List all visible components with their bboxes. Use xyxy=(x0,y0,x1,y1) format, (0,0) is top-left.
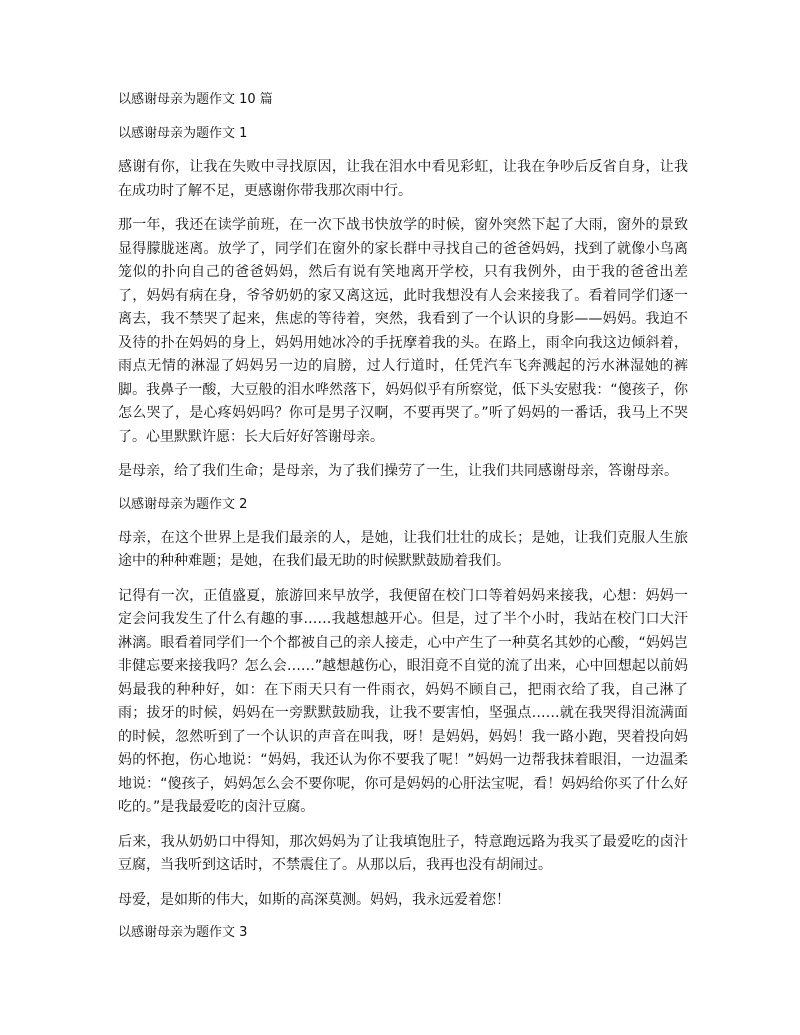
paragraph: 那一年，我还在读学前班，在一次下战书快放学的时候，窗外突然下起了大雨，窗外的景致显得朦胧迷离。放学了，同学们在窗外的家长群中寻找自己的爸爸妈妈，找到了就像小鸟离笼似的扑向自己的爸爸妈妈，然后有说有笑地离开学校，只有我例外，由于我的爸爸出差了，妈妈有病在身，爷爷奶奶的家又离这远，此时我想没有人会来接我了。看着同学们逐一离去，我不禁哭了起来，焦虑的等待着，突然，我看到了一个认识的身影——妈妈。我迫不及待的扑在妈妈的身上，妈妈用她冰冷的手抚摩着我的头。在路上，雨伞向我这边倾斜着，雨点无情的淋湿了妈妈另一边的肩膀，过人行道时，任凭汽车飞奔溅起的污水淋湿她的裤脚。我鼻子一酸，大豆般的泪水哗然落下，妈妈似乎有所察觉，低下头安慰我：“傻孩子，你怎么哭了，是心疼妈妈吗？你可是男子汉啊，不要再哭了。”听了妈妈的一番话，我马上不哭了。心里默默许愿：长大后好好答谢母亲。 xyxy=(118,217,688,445)
essay-heading: 以感谢母亲为题作文 2 xyxy=(118,496,248,512)
essay-heading: 以感谢母亲为题作文 1 xyxy=(118,126,248,141)
essay-3 xyxy=(118,923,688,943)
document-title: 以感谢母亲为题作文 10 篇 xyxy=(118,92,273,107)
paragraph: 记得有一次，正值盛夏，旅游回来早放学，我便留在校门口等着妈妈来接我，心想：妈妈一定会问我发生了什么有趣的事……我越想越开心。但是，过了半个小时，我站在校门口大汗淋漓。眼看着同学们一个个都被自己的亲人接走，心中产生了一种莫名其妙的心酸，“妈妈岂非健忘要来接我吗？怎么会……”越想越伤心，眼泪竟不自觉的流了出来，心中回想起以前妈妈最我的种种好，如：在下雨天只有一件雨衣，妈妈不顾自己，把雨衣给了我，自己淋了雨；拔牙的时候，妈妈在一旁默默鼓励我，让我不要害怕，坚强点……就在我哭得泪流满面的时候，忽然听到了一个认识的声音在叫我，呀！是妈妈，妈妈！我一路小跑，哭着投向妈妈的怀抱，伤心地说：“妈妈，我还认为你不要我了呢！”妈妈一边帮我抹着眼泪，一边温柔地说：“傻孩子，妈妈怎么会不要你呢，你可是妈妈的心肝法宝呢，看！妈妈给你买了什么好吃的。”是我最爱吃的卤汁豆腐。 xyxy=(118,587,688,815)
paragraph: 后来，我从奶奶口中得知，那次妈妈为了让我填饱肚子，特意跑远路为我买了最爱吃的卤汁豆腐，当我听到这话时，不禁震住了。从那以后，我再也没有胡闹过。 xyxy=(118,833,688,873)
essay-2 xyxy=(118,495,688,913)
essay-heading: 以感谢母亲为题作文 3 xyxy=(118,925,248,940)
paragraph: 感谢有你，让我在失败中寻找原因，让我在泪水中看见彩虹，让我在争吵后反省自身，让我在成功时了解不足，更感谢你带我那次雨中行。 xyxy=(118,159,688,199)
document-page xyxy=(118,90,688,955)
essay-1 xyxy=(118,124,688,484)
paragraph: 母亲，在这个世界上是我们最亲的人，是她，让我们壮壮的成长；是她，让我们克服人生旅途中的种种难题；是她，在我们最无助的时候默默鼓励着我们。 xyxy=(118,529,688,569)
paragraph: 是母亲，给了我们生命；是母亲，为了我们操劳了一生，让我们共同感谢母亲，答谢母亲。 xyxy=(118,463,678,479)
paragraph: 母爱，是如斯的伟大，如斯的高深莫测。妈妈，我永远爱着您！ xyxy=(118,891,510,908)
